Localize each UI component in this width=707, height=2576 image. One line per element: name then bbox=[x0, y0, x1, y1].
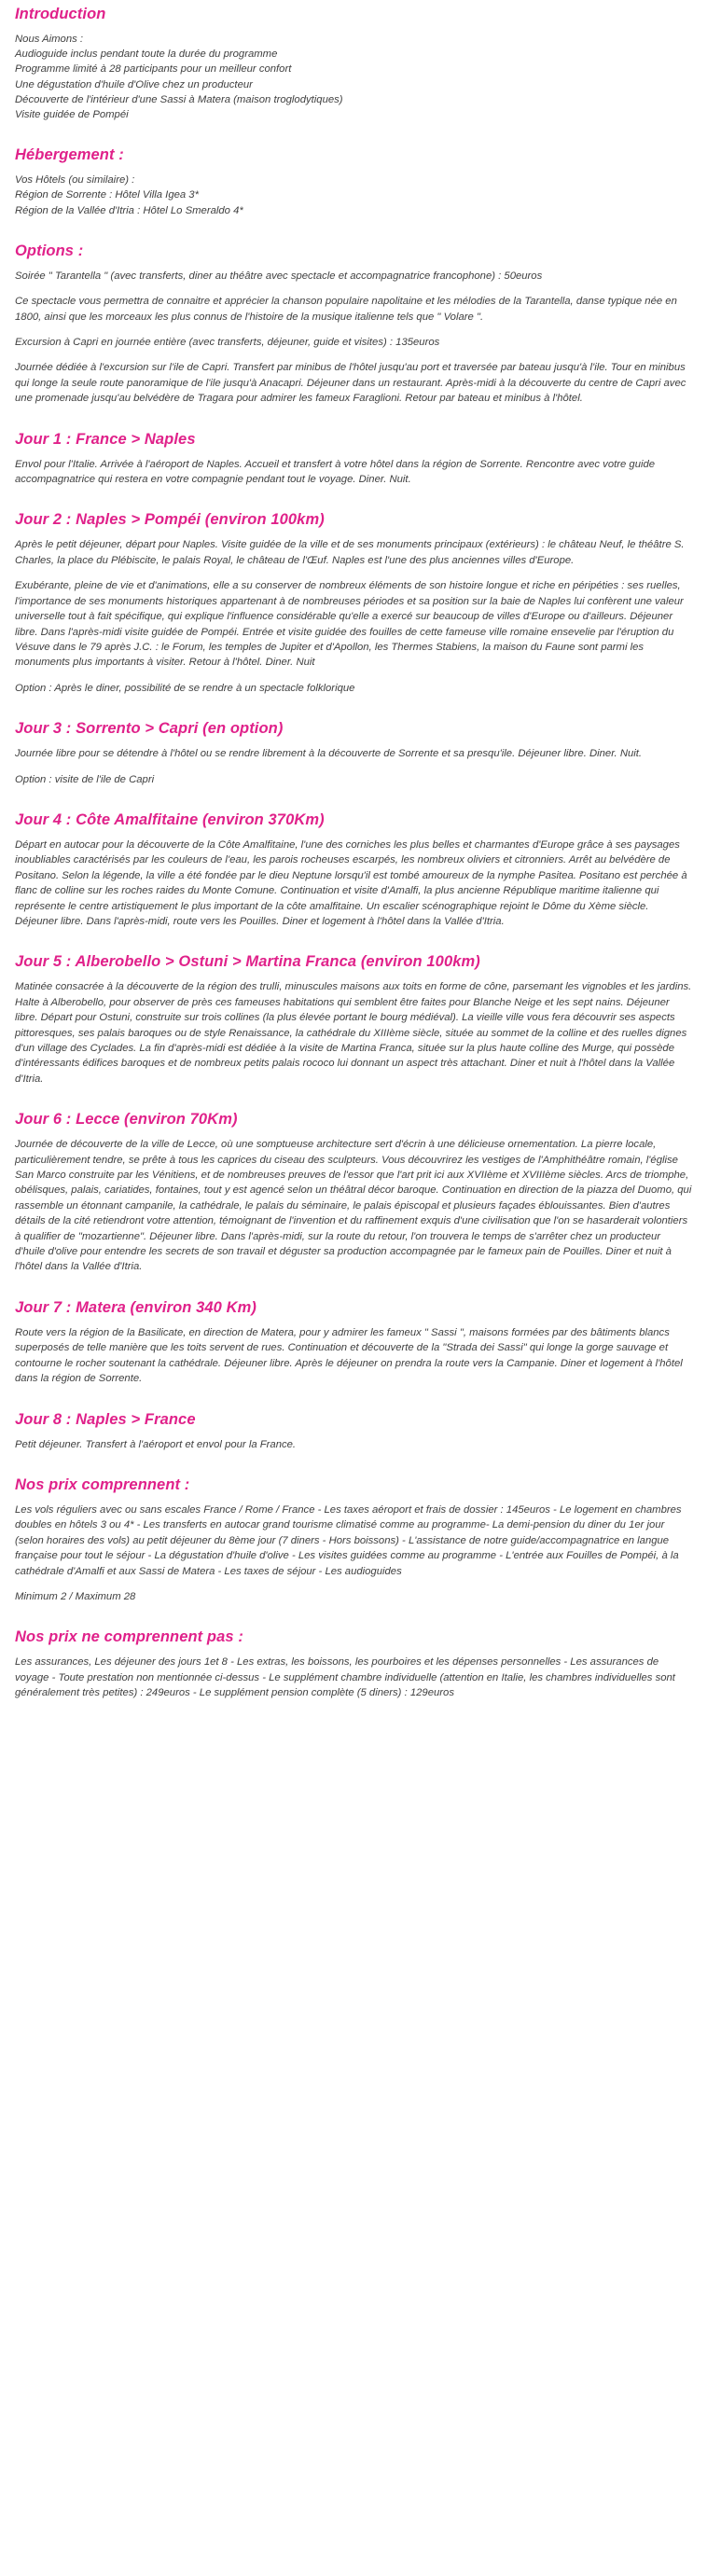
section-line: Vos Hôtels (ou similaire) : bbox=[15, 174, 135, 187]
section-paragraph: Journée dédiée à l'excursion sur l'ile de Capri. Transfert par minibus de l'hôtel jusqu'au port et traversée par bateau jusqu'à l'ile. Tour en minibus qui longe la seule route panoramique de l'ile jusqu'à Anacapri. Déjeuner dans un restaurant. Après-midi à la découverte du centre de Capri avec une promenade jusqu'au belvédère de Tragara pour admirer les fameux Faraglioni. Retour par bateau et minibus à l'hôtel. bbox=[15, 362, 686, 405]
section-paragraph: Excursion à Capri en journée entière (avec transferts, déjeuner, guide et visites) : 135euros bbox=[15, 337, 440, 349]
section-paragraph: Après le petit déjeuner, départ pour Naples. Visite guidée de la ville et de ses monuments principaux (extérieurs) : le château Neuf, le théâtre S. Charles, la place du Plébiscite, le palais Royal, le château de l'Œuf. Naples est l'une des plus anciennes villes d'Europe. bbox=[15, 539, 685, 566]
section-heading: Options : bbox=[15, 242, 84, 259]
section-paragraph: Exubérante, pleine de vie et d'animations, elle a su conserver de nombreux éléments de son histoire longue et riche en péripéties : ses ruelles, l'importance de ses monuments historiques appartenant à de nombreuses périodes et sa position sur la baie de Naples lui confèrent une valeur universelle tout à fait spécifique, qui explique l'influence considérable qu'elle a exercé sur beaucoup de villes d'Europe ou d'ailleurs. Déjeuner libre. Dans l'après-midi visite guidée de Pompéi. Entrée et visite guidée des fouilles de cette fameuse ville romaine ensevelie par l'éruption du Vésuve dans le 79 après J.C. : le Forum, les temples de Jupiter et d'Apollon, les Thermes Stabiens, la maison du Faune sont parmi les monuments plus importants à visiter. Retour à l'hôtel. Diner. Nuit bbox=[15, 580, 684, 669]
sections-container bbox=[15, 6, 692, 1701]
section-prix-comprennent bbox=[15, 1476, 692, 1604]
section-line: Région de la Vallée d'Itria : Hôtel Lo Smeraldo 4* bbox=[15, 204, 243, 216]
section-jour-4 bbox=[15, 811, 692, 929]
section-heading: Introduction bbox=[15, 6, 106, 22]
section-paragraph: Départ en autocar pour la découverte de la Côte Amalfitaine, l'une des corniches les plus belles et charmantes d'Europe grâce à ses paysages inoubliables caractérisés par les couleurs de l'eau, les parois rocheuses escarpés, les nombreux oliviers et citronniers. Arrêt au belvédère de Positano. Selon la légende, la ville a été fondée par le dieu Neptune lorsqu'il est tombé amoureux de la nymphe Pasitea. Positano est perchée à flanc de colline sur les roches raides du Monte Comune. Continuation et visite d'Amalfi, la plus ancienne République maritime italienne qui représente le centre artistiquement le plus important de la côte amalfitaine. Un escalier scénographique rejoint le Dôme du Xème siècle. Déjeuner libre. Dans l'après-midi, route vers les Pouilles. Diner et logement à l'hôtel dans la Vallée d'Itria. bbox=[15, 838, 687, 927]
section-heading: Jour 6 : Lecce (environ 70Km) bbox=[15, 1111, 238, 1129]
section-jour-1 bbox=[15, 431, 692, 488]
section-paragraph: Option : Après le diner, possibilité de se rendre à un spectacle folklorique bbox=[15, 682, 355, 694]
section-line: Région de Sorrente : Hôtel Villa Igea 3* bbox=[15, 189, 199, 201]
section-heading: Jour 4 : Côte Amalfitaine (environ 370Km) bbox=[15, 810, 325, 828]
section-heading: Nos prix ne comprennent pas : bbox=[15, 1628, 243, 1646]
section-paragraph: Option : visite de l'ile de Capri bbox=[15, 773, 155, 785]
section-heading: Jour 5 : Alberobello > Ostuni > Martina Franca (environ 100km) bbox=[15, 953, 480, 971]
section-jour-3 bbox=[15, 720, 692, 787]
section-paragraph: Matinée consacrée à la découverte de la région des trulli, minuscules maisons aux toits en forme de cône, parsemant les vignobles et les jardins. Halte à Alberobello, pour observer de près ces fameuses habitations qui semblent être faites pour Blanche Neige et les sept nains. Déjeuner libre. Départ pour Ostuni, construite sur trois collines (la plus élevée portant le bourg médiéval). La vieille ville vous fera découvrir ses aspects pittoresques, ses palais baroques ou de style Renaissance, la cathédrale du XIIIème siècle, située au sommet de la colline et des ruelles dignes d'un village des Cyclades. La fin d'après-midi est dédiée à la visite de Martina Franca, située sur la plus haute colline des Murge, qui possède d'intéressants édifices baroques et de nombreux petits palais rococo lui donnant un aspect très attachant. Diner et nuit à l'hôtel dans la Vallée d'Itria. bbox=[15, 981, 692, 1085]
section-paragraph: Petit déjeuner. Transfert à l'aéroport et envol pour la France. bbox=[15, 1438, 297, 1450]
section-paragraph: Envol pour l'Italie. Arrivée à l'aéroport de Naples. Accueil et transfert à votre hôtel dans la région de Sorrente. Rencontre avec votre guide accompagnatrice qui restera en votre compagnie pendant tout le voyage. Diner. Nuit. bbox=[15, 458, 656, 486]
section-paragraph: Route vers la région de la Basilicate, en direction de Matera, pour y admirer les fameux " Sassi ", maisons formées par des bâtiments blancs superposés de telle manière que les toits servent de rues. Continuation et découverte de la "Strada dei Sassi" qui longe la gorge sauvage et contourne le rocher soutenant la cathédrale. Déjeuner libre. Après le déjeuner on prendra la route vers la Campanie. Diner et logement à l'hôtel dans la région de Sorrente. bbox=[15, 1326, 683, 1385]
section-line: Programme limité à 28 participants pour un meilleur confort bbox=[15, 63, 292, 76]
section-hebergement bbox=[15, 146, 692, 218]
section-jour-2 bbox=[15, 511, 692, 696]
section-paragraph: Ce spectacle vous permettra de connaitre et apprécier la chanson populaire napolitaine et les mélodies de la Tarantella, danse typique née en 1800, ainsi que les morceaux les plus connus de l'histoire de la musique italienne tels que " Volare ". bbox=[15, 296, 677, 323]
section-paragraph: Les assurances, Les déjeuner des jours 1et 8 - Les extras, les boissons, les pourboires et les dépenses personnelles - Les assurances de voyage - Toute prestation non mentionnée ci-dessus - Le supplément chambre individuelle (attention en Italie, les chambres individuelles sont généralement très petites) : 249euros - Le supplément pension complète (5 diners) : 129euros bbox=[15, 1656, 675, 1699]
section-line: Visite guidée de Pompéi bbox=[15, 109, 129, 121]
section-heading: Jour 3 : Sorrento > Capri (en option) bbox=[15, 720, 284, 738]
section-heading: Jour 7 : Matera (environ 340 Km) bbox=[15, 1298, 257, 1316]
section-prix-ne-comprennent-pas bbox=[15, 1628, 692, 1700]
section-line: Nous Aimons : bbox=[15, 34, 84, 45]
section-line: Découverte de l'intérieur d'une Sassi à Matera (maison troglodytiques) bbox=[15, 93, 343, 105]
section-heading: Jour 1 : France > Naples bbox=[15, 430, 196, 448]
section-heading: Jour 8 : Naples > France bbox=[15, 1410, 196, 1428]
section-jour-6 bbox=[15, 1111, 692, 1275]
section-line: Audioguide inclus pendant toute la durée du programme bbox=[15, 48, 278, 61]
section-paragraph: Les vols réguliers avec ou sans escales France / Rome / France - Les taxes aéroport et frais de dossier : 145euros - Le logement en chambres doubles en hôtels 3 ou 4* - Les transferts en autocar grand tourisme climatisé comme au programme- La demi-pension du diner du 1er jour (selon horaires des vols) au petit déjeuner du 8ème jour (7 diners - Hors boissons) - L'assistance de notre guide/accompagnatrice en langue française pour tout le séjour - La dégustation d'huile d'olive - Les visites guidées comme au programme - L'entrée aux Fouilles de Pompéi, à la cathédrale d'Amalfi et aux Sassi de Matera - Les taxes de séjour - Les audioguides bbox=[15, 1503, 682, 1577]
section-jour-8 bbox=[15, 1411, 692, 1452]
section-jour-5 bbox=[15, 953, 692, 1087]
section-heading: Hébergement : bbox=[15, 146, 124, 164]
section-paragraph: Minimum 2 / Maximum 28 bbox=[15, 1590, 136, 1602]
section-introduction bbox=[15, 6, 692, 122]
section-jour-7 bbox=[15, 1299, 692, 1387]
section-paragraph: Journée de découverte de la ville de Lecce, où une somptueuse architecture sert d'écrin à une délicieuse ornementation. La pierre locale, particulièrement tendre, se prête à tous les caprices du ciseau des sculpteurs. Vous découvrirez les vestiges de l'Amphithéâtre romain, l'église San Marco construite par les Vénitiens, et de nombreuses preuves de l'essor que l'art prit ici aux XVIIème et XVIIIème siècles. Arcs de triomphe, obélisques, palais, cariatides, fontaines, tout y est agencé selon un théâtral décor baroque. Continuation en direction de la piazza del Duomo, qui rassemble un étonnant campanile, la cathédrale, le palais du séminaire, le palais épiscopal et plusieurs façades éblouissantes. Bien d'autres détails de la cité retiendront votre attention, témoignant de l'invention et du raffinement exquis d'une civilisation que l'on se hasarderait volontiers à qualifier de "mozartienne". Déjeuner libre. Dans l'après-midi, sur la route du retour, l'on trouvera le temps de s'arrêter chez un producteur d'huile d'olive pour entendre les secrets de son travail et déguster sa production accompagnée par le fameux pain de Pouilles. Diner et nuit à l'hôtel dans la Vallée d'Itria. bbox=[15, 1139, 692, 1273]
section-paragraph: Soirée " Tarantella " (avec transferts, diner au théâtre avec spectacle et accompagnatrice francophone) : 50euros bbox=[15, 270, 543, 282]
section-line: Une dégustation d'huile d'Olive chez un producteur bbox=[15, 78, 253, 90]
section-options bbox=[15, 242, 692, 407]
section-paragraph: Journée libre pour se détendre à l'hôtel ou se rendre librement à la découverte de Sorrente et sa presqu'ile. Déjeuner libre. Diner. Nuit. bbox=[15, 748, 643, 760]
section-heading: Jour 2 : Naples > Pompéi (environ 100km) bbox=[15, 511, 325, 529]
section-heading: Nos prix comprennent : bbox=[15, 1475, 190, 1493]
